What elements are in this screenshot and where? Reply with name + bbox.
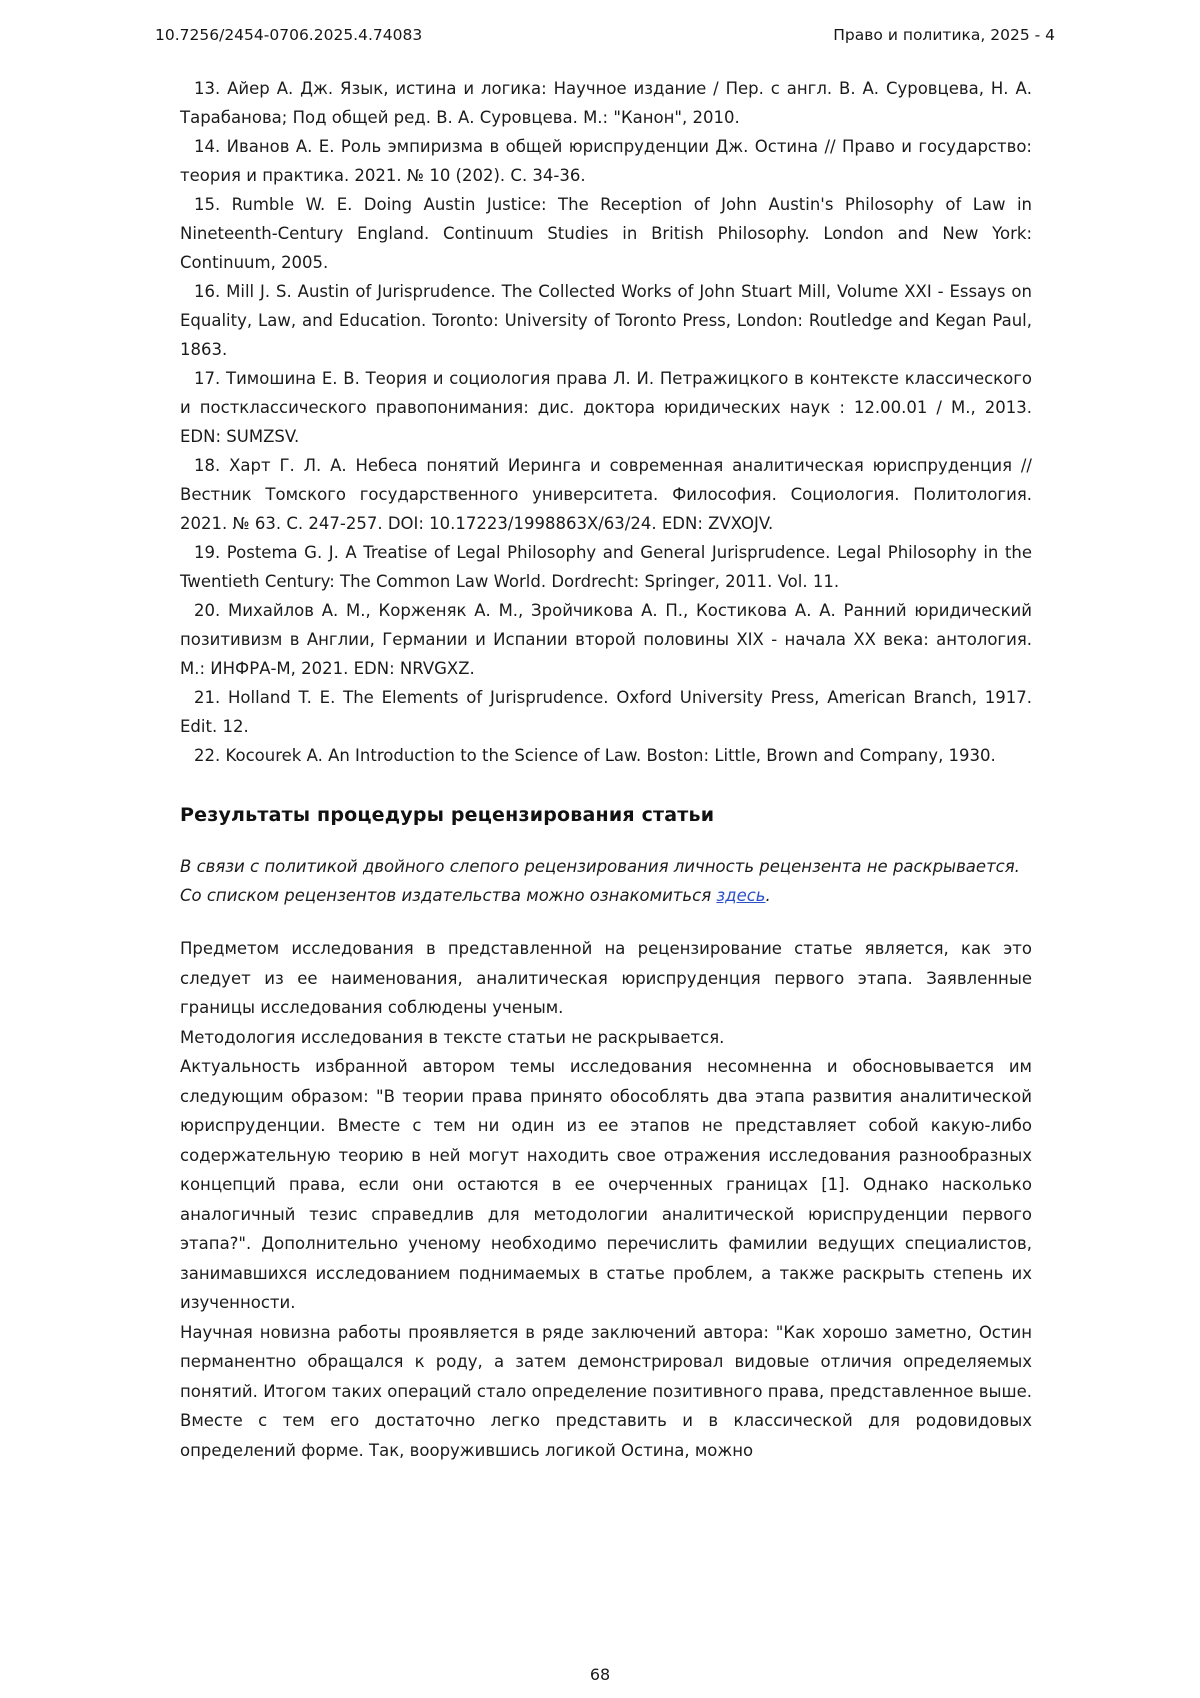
reference-item: 14. Иванов А. Е. Роль эмпиризма в общей юриспруденции Дж. Остина // Право и государство: теория и практика. 2021. № 10 (202). С. 34-36.	[180, 137, 1032, 185]
policy-line-suffix: .	[765, 886, 771, 905]
reference-item: 17. Тимошина Е. В. Теория и социология права Л. И. Петражицкого в контексте классического и постклассического правопонимания: дис. доктора юридических наук : 12.00.01 / М., 2013. EDN: SUMZSV.	[180, 369, 1032, 446]
reference-list	[180, 74, 1032, 770]
reviewers-list-link[interactable]: здесь	[716, 886, 766, 905]
page-footer	[0, 1665, 1200, 1684]
review-paragraph: Актуальность избранной автором темы исследования несомненна и обосновывается им следующим образом: "В теории права принято обособлять два этапа развития аналитической юриспруденции. Вместе с тем ни один из ее этапов не представляет собой какую-либо содержательную теорию в ней могут находить свое отражения исследования разнообразных концепций права, если они остаются в ее очерченных границах [1]. Однако насколько аналогичный тезис справедлив для методологии аналитической юриспруденции первого этапа?". Дополнительно ученому необходимо перечислить фамилии ведущих специалистов, занимавшихся исследованием поднимаемых в статье проблем, а также раскрыть степень их изученности.	[180, 1057, 1032, 1312]
reference-item: 22. Kocourek A. An Introduction to the Science of Law. Boston: Little, Brown and Company, 1930.	[194, 746, 996, 765]
reference-item: 19. Postema G. J. A Treatise of Legal Philosophy and General Jurisprudence. Legal Philosophy in the Twentieth Century: The Common Law World. Dordrecht: Springer, 2011. Vol. 11.	[180, 543, 1032, 591]
page-content	[180, 74, 1032, 1465]
reference-item: 13. Айер А. Дж. Язык, истина и логика: Научное издание / Пер. с англ. В. А. Суровцева, Н. А. Тарабанова; Под общей ред. В. А. Суровцева. М.: "Канон", 2010.	[180, 79, 1032, 127]
review-paragraph: Научная новизна работы проявляется в ряде заключений автора: "Как хорошо заметно, Остин перманентно обращался к роду, а затем демонстрировал видовые отличия определяемых понятий. Итогом таких операций стало определение позитивного права, представленное выше. Вместе с тем его достаточно легко представить и в классической для родовидовых определений форме. Так, вооружившись логикой Остина, можно	[180, 1322, 1032, 1460]
review-paragraph: Предметом исследования в представленной на рецензирование статье является, как это следует из ее наименования, аналитическая юриспруденция первого этапа. Заявленные границы исследования соблюдены ученым.	[180, 939, 1032, 1017]
reference-item: 18. Харт Г. Л. А. Небеса понятий Иеринга и современная аналитическая юриспруденция // Вестник Томского государственного университета. Философия. Социология. Политология. 2021. № 63. С. 247-257. DOI: 10.17223/1998863X/63/24. EDN: ZVXOJV.	[180, 456, 1032, 533]
reference-item: 20. Михайлов А. М., Корженяк А. М., Зройчикова А. П., Костикова А. А. Ранний юридический позитивизм в Англии, Германии и Испании второй половины XIX - начала XX века: антология. М.: ИНФРА-М, 2021. EDN: NRVGXZ.	[180, 601, 1032, 678]
review-policy-block	[180, 852, 1032, 910]
journal-title: Право и политика, 2025 - 4	[833, 26, 1055, 44]
page-number: 68	[589, 1665, 611, 1684]
review-paragraph: Методология исследования в тексте статьи не раскрывается.	[180, 1027, 725, 1047]
reference-item: 16. Mill J. S. Austin of Jurisprudence. The Collected Works of John Stuart Mill, Volume XXI - Essays on Equality, Law, and Education. Toronto: University of Toronto Press, London: Routledge and Kegan Paul, 1863.	[180, 282, 1032, 359]
doi-text: 10.7256/2454-0706.2025.4.74083	[155, 26, 423, 44]
policy-line: В связи с политикой двойного слепого рецензирования личность рецензента не раскрывается.	[180, 857, 1020, 876]
reference-item: 21. Holland T. E. The Elements of Jurisprudence. Oxford University Press, American Branch, 1917. Edit. 12.	[180, 688, 1032, 736]
review-section-heading: Результаты процедуры рецензирования статьи	[180, 804, 715, 826]
policy-line-prefix: Со списком рецензентов издательства можно ознакомиться	[180, 886, 717, 905]
review-body	[180, 934, 1032, 1465]
policy-line	[180, 881, 1032, 910]
reference-item: 15. Rumble W. E. Doing Austin Justice: The Reception of John Austin's Philosophy of Law in Nineteenth-Century England. Continuum Studies in British Philosophy. London and New York: Continuum, 2005.	[180, 195, 1032, 272]
page-header	[155, 26, 1055, 44]
